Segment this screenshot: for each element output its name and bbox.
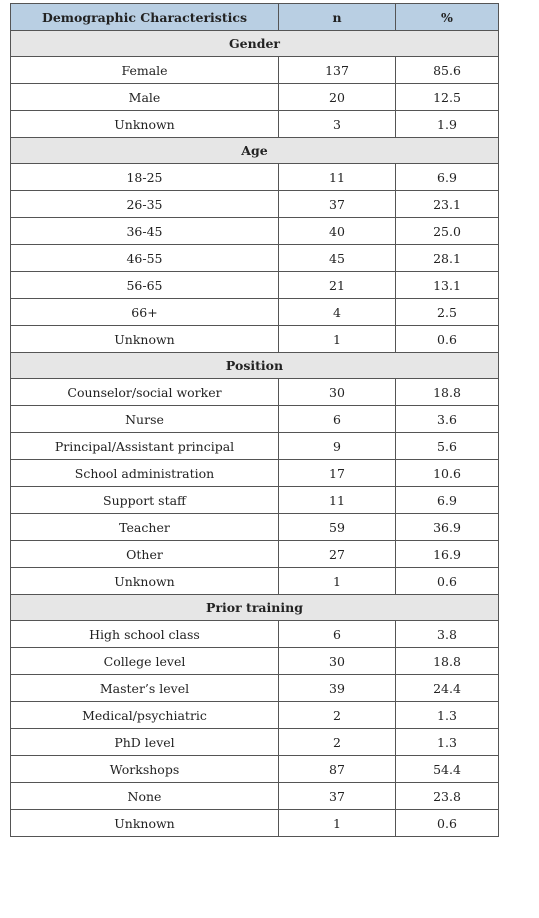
table-row — [11, 84, 499, 111]
section-title: Position — [11, 353, 499, 379]
cell-characteristic: PhD level — [11, 729, 279, 756]
cell-characteristic: Unknown — [11, 326, 279, 353]
cell-characteristic: Support staff — [11, 487, 279, 514]
cell-n: 27 — [279, 541, 396, 568]
cell-percent: 1.3 — [396, 702, 499, 729]
cell-characteristic: 18-25 — [11, 164, 279, 191]
table-row — [11, 406, 499, 433]
cell-n: 37 — [279, 191, 396, 218]
table-row — [11, 487, 499, 514]
cell-characteristic: Unknown — [11, 111, 279, 138]
cell-n: 37 — [279, 783, 396, 810]
cell-percent: 28.1 — [396, 245, 499, 272]
cell-percent: 0.6 — [396, 568, 499, 595]
cell-characteristic: Female — [11, 57, 279, 84]
table-row — [11, 675, 499, 702]
section-header-row — [11, 353, 499, 379]
cell-percent: 12.5 — [396, 84, 499, 111]
cell-n: 4 — [279, 299, 396, 326]
cell-n: 87 — [279, 756, 396, 783]
cell-percent: 23.1 — [396, 191, 499, 218]
cell-percent: 3.6 — [396, 406, 499, 433]
cell-percent: 24.4 — [396, 675, 499, 702]
cell-characteristic: Male — [11, 84, 279, 111]
cell-n: 59 — [279, 514, 396, 541]
cell-percent: 0.6 — [396, 810, 499, 837]
demographics-table — [10, 3, 499, 837]
cell-n: 137 — [279, 57, 396, 84]
cell-percent: 18.8 — [396, 648, 499, 675]
cell-percent: 23.8 — [396, 783, 499, 810]
cell-percent: 5.6 — [396, 433, 499, 460]
table-row — [11, 702, 499, 729]
cell-percent: 13.1 — [396, 272, 499, 299]
cell-characteristic: 36-45 — [11, 218, 279, 245]
section-title: Gender — [11, 31, 499, 57]
table-body — [11, 31, 499, 837]
cell-percent: 6.9 — [396, 487, 499, 514]
cell-characteristic: Unknown — [11, 568, 279, 595]
cell-percent: 0.6 — [396, 326, 499, 353]
cell-percent: 25.0 — [396, 218, 499, 245]
cell-n: 17 — [279, 460, 396, 487]
cell-percent: 16.9 — [396, 541, 499, 568]
cell-characteristic: Principal/Assistant principal — [11, 433, 279, 460]
table-row — [11, 568, 499, 595]
table-row — [11, 729, 499, 756]
cell-characteristic: Other — [11, 541, 279, 568]
cell-n: 30 — [279, 379, 396, 406]
cell-n: 1 — [279, 568, 396, 595]
cell-n: 1 — [279, 326, 396, 353]
cell-n: 11 — [279, 164, 396, 191]
cell-characteristic: Unknown — [11, 810, 279, 837]
table-row — [11, 299, 499, 326]
table-row — [11, 648, 499, 675]
cell-n: 2 — [279, 729, 396, 756]
cell-characteristic: High school class — [11, 621, 279, 648]
table-row — [11, 57, 499, 84]
cell-n: 1 — [279, 810, 396, 837]
table-header-row — [11, 4, 499, 31]
table-row — [11, 245, 499, 272]
header-percent: % — [396, 4, 499, 31]
cell-n: 6 — [279, 621, 396, 648]
cell-n: 3 — [279, 111, 396, 138]
table-row — [11, 541, 499, 568]
header-characteristic: Demographic Characteristics — [11, 4, 279, 31]
table-row — [11, 191, 499, 218]
section-title: Age — [11, 138, 499, 164]
cell-percent: 3.8 — [396, 621, 499, 648]
cell-n: 9 — [279, 433, 396, 460]
table-row — [11, 218, 499, 245]
table-row — [11, 272, 499, 299]
table-row — [11, 326, 499, 353]
table-row — [11, 164, 499, 191]
cell-percent: 18.8 — [396, 379, 499, 406]
cell-n: 6 — [279, 406, 396, 433]
cell-n: 2 — [279, 702, 396, 729]
cell-characteristic: Counselor/social worker — [11, 379, 279, 406]
table-row — [11, 433, 499, 460]
cell-percent: 54.4 — [396, 756, 499, 783]
cell-percent: 2.5 — [396, 299, 499, 326]
cell-n: 20 — [279, 84, 396, 111]
cell-characteristic: School administration — [11, 460, 279, 487]
cell-n: 39 — [279, 675, 396, 702]
table-row — [11, 783, 499, 810]
header-n: n — [279, 4, 396, 31]
table-row — [11, 756, 499, 783]
section-header-row — [11, 31, 499, 57]
cell-characteristic: Master’s level — [11, 675, 279, 702]
section-title: Prior training — [11, 595, 499, 621]
cell-percent: 6.9 — [396, 164, 499, 191]
cell-percent: 36.9 — [396, 514, 499, 541]
section-header-row — [11, 138, 499, 164]
table-row — [11, 810, 499, 837]
cell-characteristic: 26-35 — [11, 191, 279, 218]
section-header-row — [11, 595, 499, 621]
cell-characteristic: 56-65 — [11, 272, 279, 299]
table-row — [11, 379, 499, 406]
table-row — [11, 111, 499, 138]
cell-percent: 10.6 — [396, 460, 499, 487]
cell-n: 11 — [279, 487, 396, 514]
cell-characteristic: Medical/psychiatric — [11, 702, 279, 729]
cell-percent: 85.6 — [396, 57, 499, 84]
cell-n: 40 — [279, 218, 396, 245]
cell-characteristic: College level — [11, 648, 279, 675]
cell-n: 45 — [279, 245, 396, 272]
cell-characteristic: Nurse — [11, 406, 279, 433]
cell-characteristic: Teacher — [11, 514, 279, 541]
table-row — [11, 621, 499, 648]
cell-characteristic: 46-55 — [11, 245, 279, 272]
cell-n: 21 — [279, 272, 396, 299]
cell-characteristic: 66+ — [11, 299, 279, 326]
cell-characteristic: Workshops — [11, 756, 279, 783]
table-row — [11, 460, 499, 487]
cell-n: 30 — [279, 648, 396, 675]
cell-characteristic: None — [11, 783, 279, 810]
table-row — [11, 514, 499, 541]
cell-percent: 1.9 — [396, 111, 499, 138]
cell-percent: 1.3 — [396, 729, 499, 756]
